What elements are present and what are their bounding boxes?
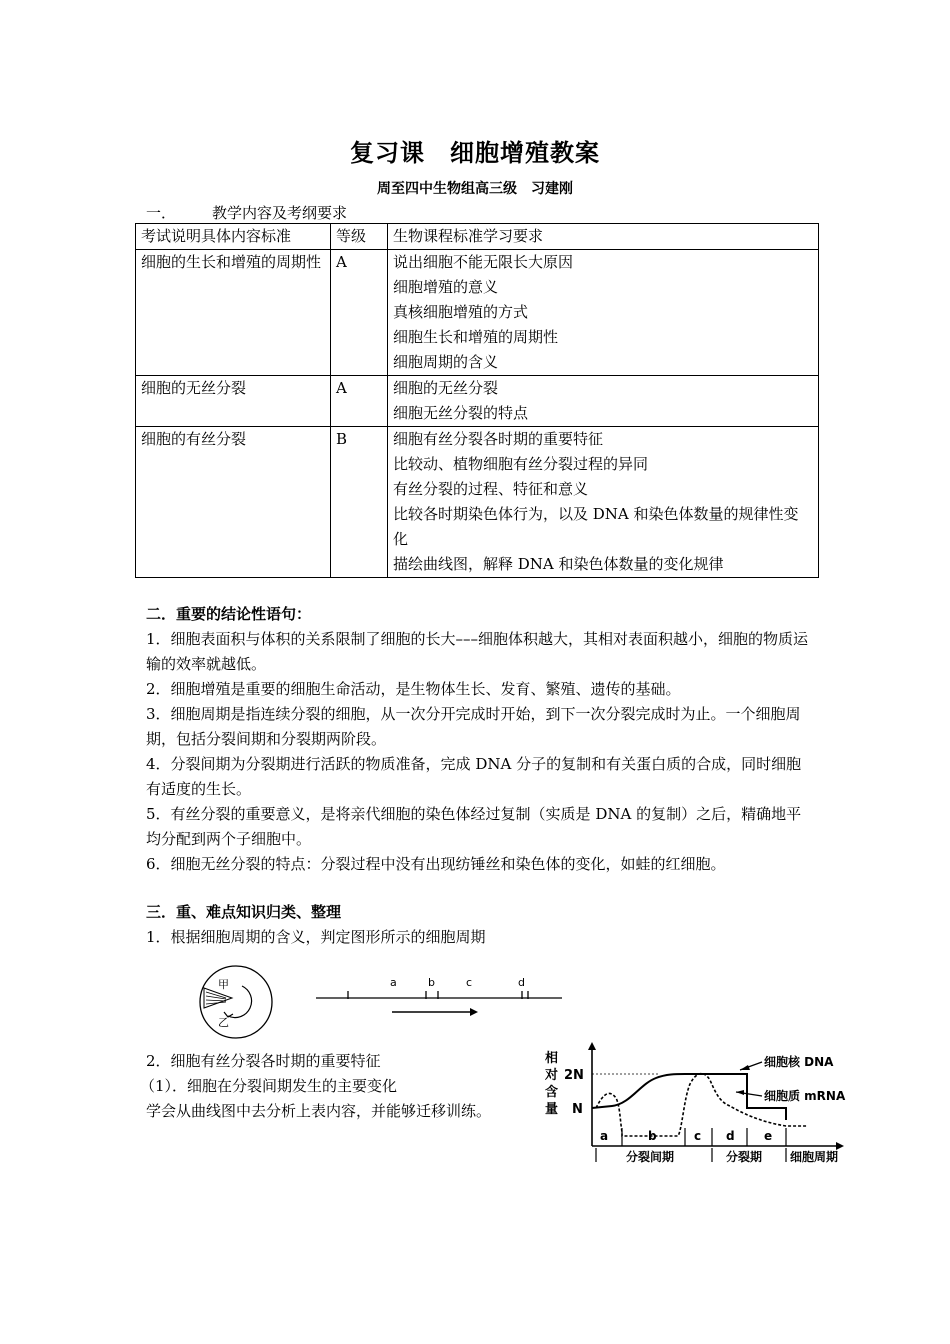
segment-label-a: a — [390, 976, 397, 989]
requirements-table — [135, 223, 819, 578]
segment-b: b — [648, 1129, 657, 1143]
dna-mrna-graph — [540, 1040, 880, 1172]
cycle-arrow-icon — [228, 986, 252, 1018]
requirements-cell — [388, 250, 819, 376]
dna-curve — [592, 1074, 786, 1120]
requirement-line: 细胞周期的含义 — [393, 353, 499, 371]
section3 — [146, 900, 814, 950]
requirements-cell — [388, 427, 819, 578]
requirement-line: 细胞的无丝分裂 — [393, 379, 499, 397]
requirement-line: 说出细胞不能无限长大原因 — [393, 253, 574, 271]
legend-mrna: 细胞质 mRNA — [764, 1089, 846, 1103]
ytick-n: N — [572, 1102, 583, 1117]
section1-title: 教学内容及考纲要求 — [212, 204, 348, 222]
requirement-line: 真核细胞增殖的方式 — [393, 303, 529, 321]
cell-cycle-circle-figure — [196, 964, 278, 1050]
section3-heading: 三．重、难点知识归类、整理 — [146, 903, 342, 921]
segment-label-c: c — [466, 976, 473, 989]
section1-heading — [146, 202, 347, 223]
item2-note: 学会从曲线图中去分析上表内容，并能够迁移训练。 — [146, 1102, 492, 1120]
level-cell: B — [331, 427, 388, 578]
phase-mitosis: 分裂期 — [726, 1150, 763, 1164]
item2-heading: 2．细胞有丝分裂各时期的重要特征 — [146, 1052, 381, 1070]
section3-item1: 1．根据细胞周期的含义，判定图形所示的细胞周期 — [146, 928, 486, 946]
segment-label-d: d — [518, 976, 525, 989]
label-yi: 乙 — [218, 1016, 229, 1029]
ylabel-char: 相 — [545, 1051, 559, 1066]
label-jia: 甲 — [218, 978, 229, 991]
table-row — [136, 427, 819, 578]
section2 — [146, 602, 814, 877]
segment-label-b: b — [428, 976, 435, 989]
requirement-line: 有丝分裂的过程、特征和意义 — [393, 480, 589, 498]
table-row — [136, 250, 819, 376]
ylabel-char: 量 — [545, 1102, 559, 1117]
cycle-circle — [200, 966, 272, 1038]
segment-c: c — [694, 1129, 702, 1143]
cell-cycle-line-figure — [312, 972, 568, 1020]
statement: 6．细胞无丝分裂的特点：分裂过程中没有出现纺锤丝和染色体的变化，如蛙的红细胞。 — [146, 855, 726, 873]
phase-interphase: 分裂间期 — [626, 1150, 675, 1164]
page-title: 复习课 细胞增殖教案 — [350, 139, 600, 167]
table-header-cell: 考试说明具体内容标准 — [136, 224, 331, 250]
ytick-2n: 2N — [564, 1068, 584, 1083]
ylabel-char: 含 — [545, 1085, 559, 1100]
requirement-line: 细胞生长和增殖的周期性 — [393, 328, 559, 346]
topic-cell: 细胞的生长和增殖的周期性 — [136, 250, 331, 376]
requirements-cell — [388, 376, 819, 427]
segment-d: d — [726, 1129, 735, 1143]
legend-dna: 细胞核 DNA — [764, 1055, 834, 1069]
segment-a: a — [600, 1129, 609, 1143]
requirement-line: 细胞有丝分裂各时期的重要特征 — [393, 430, 604, 448]
statement: 5．有丝分裂的重要意义，是将亲代细胞的染色体经过复制（实质是 DNA 的复制）之后，精确地平均分配到两个子细胞中。 — [146, 805, 802, 848]
section1-number: 一． — [146, 204, 177, 222]
table-row — [136, 376, 819, 427]
statement: 4．分裂间期为分裂期进行活跃的物质准备，完成 DNA 分子的复制和有关蛋白质的合成，同时细胞有适度的生长。 — [146, 755, 802, 798]
author-line: 周至四中生物组高三级 习建刚 — [377, 181, 573, 197]
ylabel-char: 对 — [545, 1068, 559, 1083]
requirement-line: 细胞无丝分裂的特点 — [393, 404, 529, 422]
requirement-line: 描绘曲线图，解释 DNA 和染色体数量的变化规律 — [393, 555, 724, 573]
requirement-line: 比较动、植物细胞有丝分裂过程的异同 — [393, 455, 649, 473]
requirement-line: 比较各时期染色体行为，以及 DNA 和染色体数量的规律性变化 — [393, 505, 799, 548]
statement: 3．细胞周期是指连续分裂的细胞，从一次分开完成时开始，到下一次分裂完成时为止。一个细胞周期，包括分裂间期和分裂期两阶段。 — [146, 705, 801, 748]
table-header-cell: 生物课程标准学习要求 — [388, 224, 819, 250]
requirement-line: 细胞增殖的意义 — [393, 278, 499, 296]
level-cell: A — [331, 250, 388, 376]
statement: 1．细胞表面积与体积的关系限制了细胞的长大–––细胞体积越大，其相对表面积越小，细胞的物质运输的效率就越低。 — [146, 630, 809, 673]
phase-cycle: 细胞周期 — [790, 1150, 839, 1164]
mrna-curve — [596, 1074, 808, 1136]
section3-item2 — [140, 1049, 526, 1124]
topic-cell: 细胞的无丝分裂 — [136, 376, 331, 427]
item2-sub: （1）．细胞在分裂间期发生的主要变化 — [140, 1077, 398, 1095]
section2-heading: 二．重要的结论性语句： — [146, 605, 312, 623]
segment-e: e — [764, 1129, 773, 1143]
table-header-row — [136, 224, 819, 250]
topic-cell: 细胞的有丝分裂 — [136, 427, 331, 578]
level-cell: A — [331, 376, 388, 427]
table-header-cell: 等级 — [331, 224, 388, 250]
statement: 2．细胞增殖是重要的细胞生命活动，是生物体生长、发育、繁殖、遗传的基础。 — [146, 680, 681, 698]
